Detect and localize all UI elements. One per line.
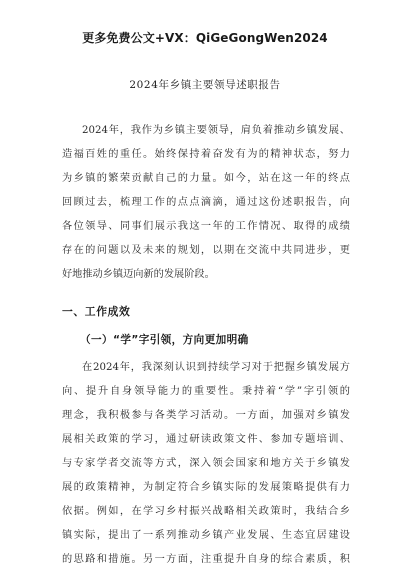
paragraph-line: 好地推动乡镇迈向新的发展阶段。	[62, 269, 215, 280]
paragraph-line: 在2024年，我深刻认识到持续学习对于把握乡镇发展方	[82, 362, 350, 373]
document-title: 2024年乡镇主要领导述职报告	[129, 79, 281, 91]
paragraph-line: 存在的问题以及未来的规划，以期在交流中共同进步，更	[62, 245, 350, 256]
promo-header: 更多免费公文+VX：QiGeGongWen2024	[82, 31, 328, 45]
paragraph-line: 回顾过去，梳理工作的点点滴滴，通过这份述职报告，向	[62, 197, 350, 208]
paragraph-line: 依据。例如，在学习乡村振兴战略相关政策时，我结合乡	[62, 506, 350, 517]
paragraph-line: 理念，我积极参与各类学习活动。一方面，加强对乡镇发	[62, 410, 350, 421]
paragraph-line: 造福百姓的重任。始终保持着奋发有为的精神状态，努力	[62, 149, 350, 160]
paragraph-line: 向、提升自身领导能力的重要性。秉持着“学”字引领的	[62, 386, 350, 397]
paragraph-line: 镇实际，提出了一系列推动乡镇产业发展、生态宜居建设	[62, 530, 350, 541]
paragraph-line: 为乡镇的繁荣贡献自己的力量。如今，站在这一年的终点	[62, 173, 350, 184]
paragraph-line: 的思路和措施。另一方面，注重提升自身的综合素质，积	[62, 554, 350, 565]
paragraph-line: 展相关政策的学习，通过研读政策文件、参加专题培训、	[62, 434, 350, 445]
paragraph-line: 展的政策精神，为制定符合乡镇实际的发展策略提供有力	[62, 482, 350, 493]
section-heading: 一、工作成效	[62, 305, 131, 318]
paragraph-line: 各位领导、同事们展示我这一年的工作情况、取得的成绩	[62, 221, 350, 232]
paragraph-line: 与专家学者交流等方式，深入领会国家和地方关于乡镇发	[62, 458, 350, 469]
paragraph-line: 2024年，我作为乡镇主要领导，肩负着推动乡镇发展、	[82, 125, 350, 136]
subsection-heading: （一）“学”字引领，方向更加明确	[80, 334, 249, 346]
